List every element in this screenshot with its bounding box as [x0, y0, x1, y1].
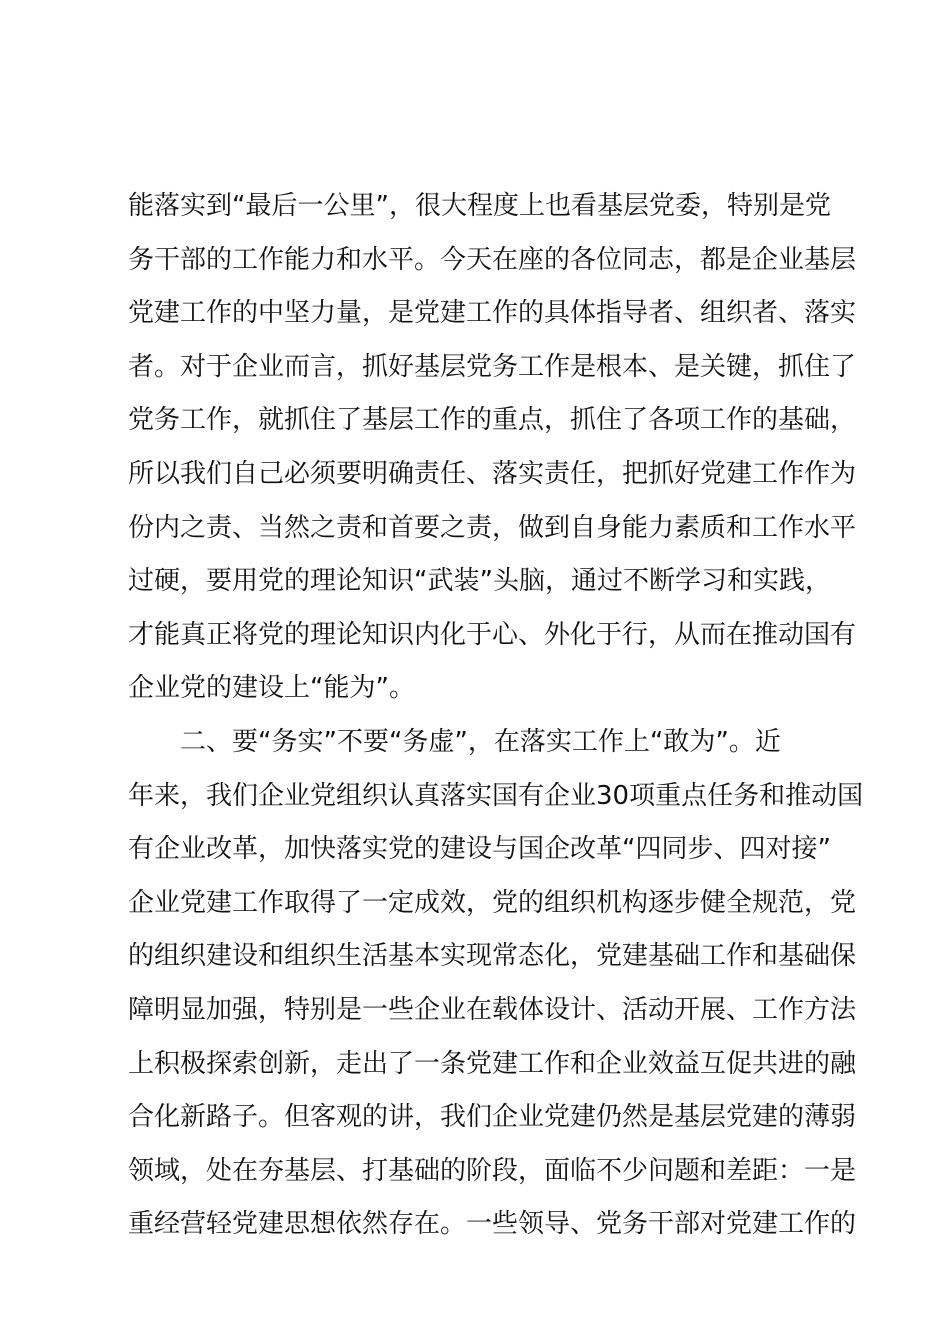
text-line: 上积极探索创新，走出了一条党建工作和企业效益互促共进的融	[128, 1048, 857, 1079]
text-line: 企业党的建设上“能为”。	[128, 673, 415, 704]
text-line: 有企业改革，加快落实党的建设与国企改革“四同步、四对接”	[128, 834, 831, 865]
text-line: 所以我们自己必须要明确责任、落实责任，把抓好党建工作作为	[128, 458, 857, 489]
text-line: 务干部的工作能力和水平。今天在座的各位同志，都是企业基层	[128, 244, 857, 275]
text-line: 能落实到“最后一公里”，很大程度上也看基层党委，特别是党	[128, 191, 831, 221]
text-line: 者。对于企业而言，抓好基层党务工作是根本、是关键，抓住了	[128, 351, 857, 382]
text-line: 党务工作，就抓住了基层工作的重点，抓住了各项工作的基础，	[128, 405, 857, 436]
text-line: 过硬，要用党的理论知识“武装”头脑，通过不断学习和实践，	[128, 566, 831, 597]
body-text	[128, 180, 864, 1252]
text-line: 二、要“务实”不要“务虚”，在落实工作上“敢为”。近	[128, 726, 781, 757]
text-line: 才能真正将党的理论知识内化于心、外化于行，从而在推动国有	[128, 619, 857, 650]
text-line: 的组织建设和组织生活基本实现常态化，党建基础工作和基础保	[128, 941, 857, 972]
text-line: 障明显加强，特别是一些企业在载体设计、活动开展、工作方法	[128, 994, 857, 1025]
text-line: 年来，我们企业党组织认真落实国有企业30项重点任务和推动国	[128, 780, 864, 811]
text-line: 企业党建工作取得了一定成效，党的组织机构逐步健全规范，党	[128, 887, 857, 918]
text-line: 领域，处在夯基层、打基础的阶段，面临不少问题和差距：一是	[128, 1155, 857, 1186]
text-line: 重经营轻党建思想依然存在。一些领导、党务干部对党建工作的	[128, 1209, 857, 1240]
text-line: 份内之责、当然之责和首要之责，做到自身能力素质和工作水平	[128, 512, 857, 543]
text-line: 合化新路子。但客观的讲，我们企业党建仍然是基层党建的薄弱	[128, 1102, 857, 1133]
text-line: 党建工作的中坚力量，是党建工作的具体指导者、组织者、落实	[128, 298, 857, 329]
